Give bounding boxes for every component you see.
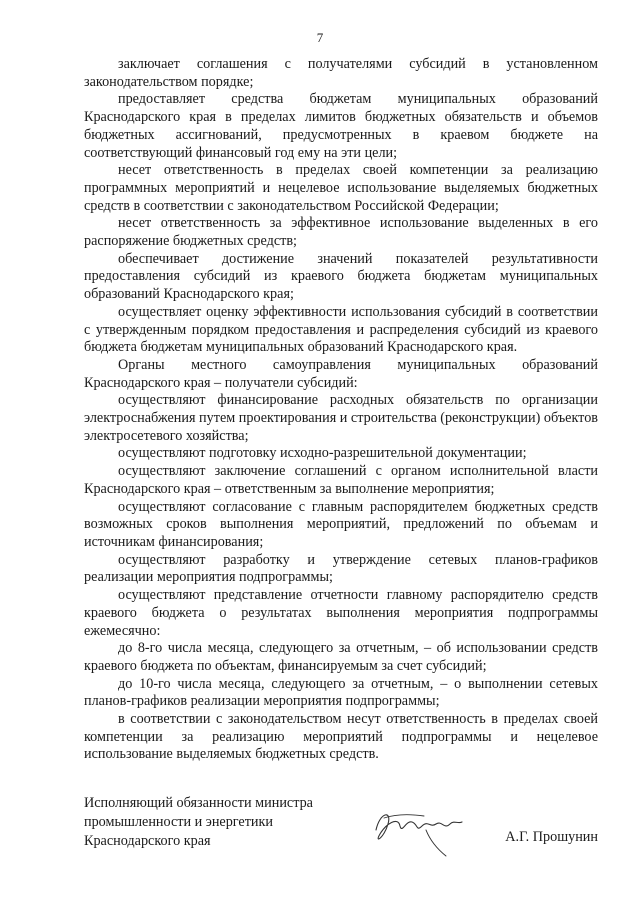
document-body <box>84 56 598 764</box>
paragraph: осуществляют заключение соглашений с органом исполнительной власти Краснодарского края – ответственным за выполнение мероприятия; <box>84 463 598 497</box>
paragraph: обеспечивает достижение значений показателей результативности предоставления субсидий из краевого бюджета бюджетам муниципальных образований Краснодарского края; <box>84 250 598 303</box>
paragraph: в соответствии с законодательством несут ответственность в пределах своей компетенции за реализацию мероприятий подпрограммы и нецелевое использование выделяемых бюджетных средств. <box>84 711 598 763</box>
page-number: 7 <box>316 30 324 45</box>
paragraph: осуществляют представление отчетности главному распорядителю средств краевого бюджета о результатах выполнения мероприятия подпрограммы ежемесячно: <box>84 587 598 639</box>
signer-name: А.Г. Прошунин <box>505 829 598 845</box>
paragraph: Органы местного самоуправления муниципальных образований Краснодарского края – получатели субсидий: <box>84 356 598 391</box>
paragraph: несет ответственность за эффективное использование выделенных в его распоряжение бюджетных средств; <box>84 215 598 250</box>
paragraph: предоставляет средства бюджетам муниципальных образований Краснодарского края в пределах лимитов бюджетных обязательств и объемов бюджетных ассигнований, предусмотренных в краевом бюджете на соответствующий финансовый год ему на эти цели; <box>84 91 598 161</box>
signature-block <box>84 794 598 864</box>
signature-icon <box>366 800 476 860</box>
paragraph: несет ответственность в пределах своей компетенции за реализацию программных мероприятий и нецелевое использование выделяемых бюджетных средств в соответствии с законодательством Российской Федерации; <box>84 162 598 214</box>
paragraph: осуществляют согласование с главным распорядителем бюджетных средств возможных сроков выполнения мероприятий, предложений по объемам и источникам финансирования; <box>84 498 598 550</box>
paragraph: до 8-го числа месяца, следующего за отчетным, – об использовании средств краевого бюджета по объектам, финансируемым за счет субсидий; <box>84 640 598 674</box>
paragraph: осуществляют финансирование расходных обязательств по организации электроснабжения путем проектирования и строительства (реконструкции) объектов электросетевого хозяйства; <box>84 392 598 444</box>
signer-title: Исполняющий обязанности министра промышленности и энергетики Краснодарского края <box>84 795 313 849</box>
paragraph: осуществляет оценку эффективности использования субсидий в соответствии с утвержденным порядком предоставления и распределения субсидий из краевого бюджета бюджетам муниципальных образований Краснодарского края. <box>84 303 598 356</box>
paragraph: осуществляют разработку и утверждение сетевых планов-графиков реализации мероприятия подпрограммы; <box>84 551 598 586</box>
paragraph: заключает соглашения с получателями субсидий в установленном законодательством порядке; <box>84 56 598 90</box>
paragraph: осуществляют подготовку исходно-разрешительной документации; <box>118 445 527 462</box>
paragraph: до 10-го числа месяца, следующего за отчетным, – о выполнении сетевых планов-графиков реализации мероприятия подпрограммы; <box>84 675 598 710</box>
